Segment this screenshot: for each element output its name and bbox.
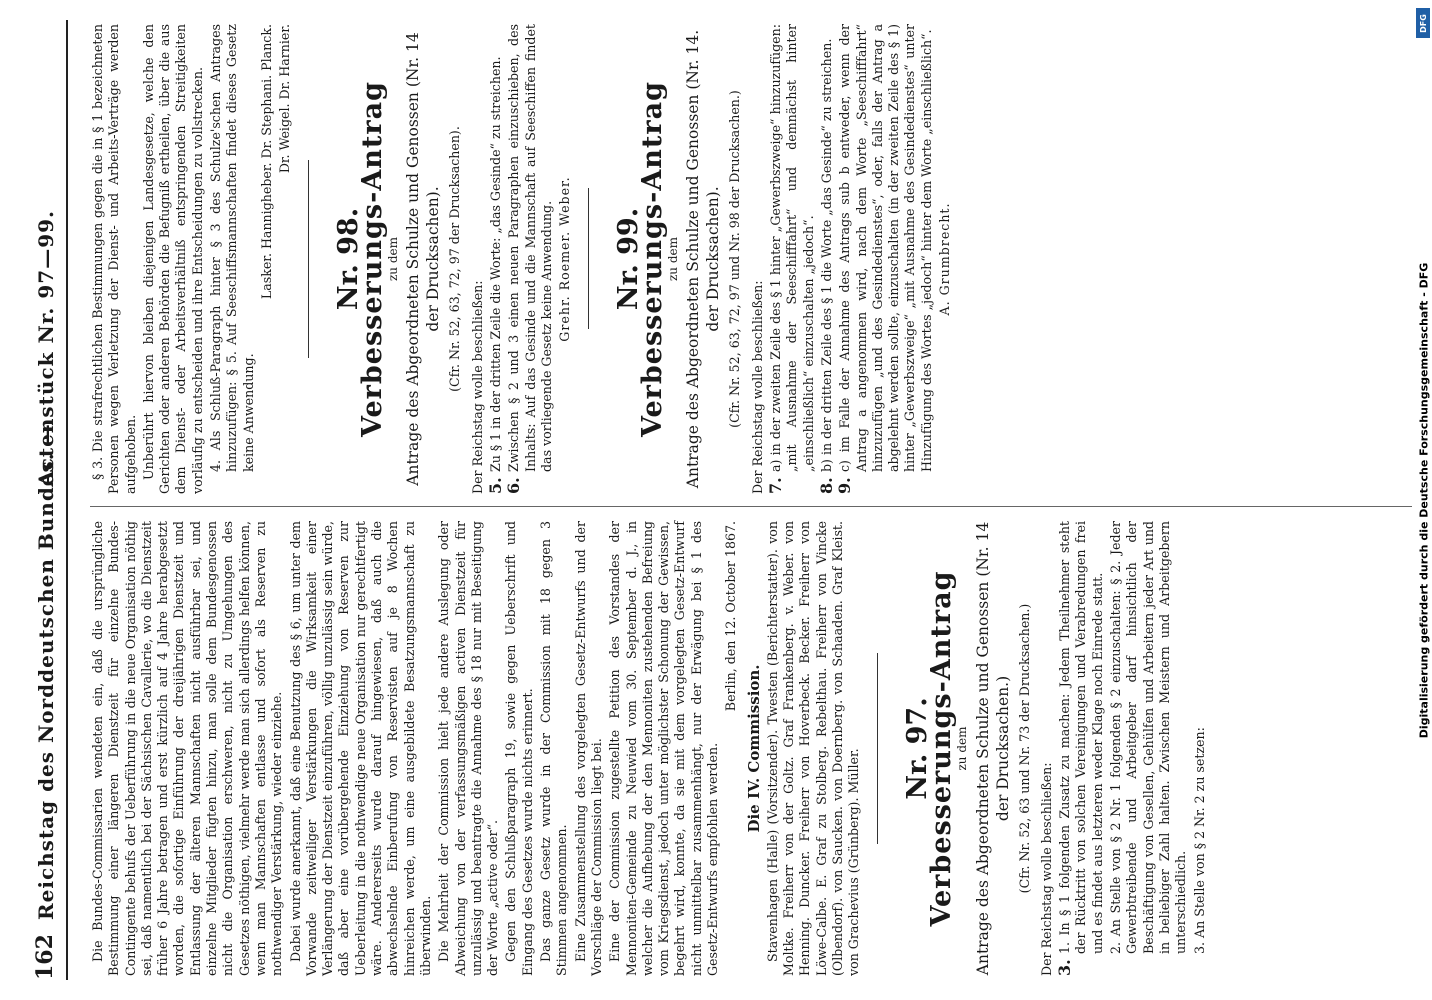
amendment-98	[332, 24, 574, 494]
amendment-item	[488, 24, 504, 494]
item-number: 9.	[835, 477, 855, 494]
cross-references: (Cfr. Nr. 52, 63 und Nr. 73 der Drucksachen.)	[1016, 603, 1032, 894]
amendment-title: Verbesserungs-Antrag	[925, 570, 957, 927]
amendment-item	[816, 24, 836, 494]
separator-rule	[588, 189, 589, 330]
commission-members: Stavenhagen (Halle) (Vorsitzender). Twesten (Berichterstatter). von Moltke. Freiherr von der Goltz. Graf Frankenberg. v. Weber. von Henning. Duncker. Freiherr von Hoverbeck. Becker. Freiherr von Löwe-Calbe. E. Graf zu Stolberg. Rebelthau. Freiherr von Vincke (Olbendorf). von Saucken. von Doernberg. von Schaaden. Graf Kleist. von Grachevius (Grünberg). Müller.	[764, 521, 862, 976]
amendment-item	[1192, 521, 1208, 976]
running-head-right: Actenstück Nr. 97—99.	[34, 210, 58, 487]
signers: A. Grumbrecht.	[936, 202, 952, 316]
item-text: Zwischen § 2 und 3 einen neuen Paragraphen einzuschieben, des Inhalts: Auf das Gesinde und die Mannschaft auf Seeschiffen findet das vorliegende Gesetz keine Anwendung.	[506, 24, 554, 472]
amendment-item	[1057, 521, 1106, 976]
separator-rule	[308, 160, 309, 357]
item-text: c) im Falle der Annahme des Antrags sub b entweder, wenn der Antrag a angenommen wird, nach dem Worte „Seeschifffahrt“ hinzuzufügen „und des Gesindedienstes“, oder, falls der Antrag a abgelehnt werden sollte, einzuschalten (in der zweiten Zeile des § 1) hinter „Gewerbszweige“ „mit Ausnahme des Gesindedienstes“ unter Hinzufügung des Wortes „jedoch“ hinter dem Worte „einschließlich“.	[837, 24, 934, 472]
paragraph: § 3. Die strafrechtlichen Bestimmungen gegen die in § 1 bezeichneten Personen wegen Verletzung der Dienst- und Arbeits-Verträge werden aufgehoben.	[90, 24, 138, 494]
running-head-left: Reichstag des Norddeutschen Bundes. —	[34, 423, 58, 920]
amendment-items	[1057, 521, 1208, 976]
amendment-number: Nr. 99.	[612, 207, 644, 311]
commission-title: Die IV. Commission.	[744, 664, 763, 833]
item-text: 1. In § 1 folgenden Zusatz zu machen: Jedem Theilnehmer steht der Rücktritt von solchen Vereinigungen und Verabredungen frei und es findet aus letzteren weder Klage noch Einrede statt.	[1057, 521, 1105, 954]
signers: Grehr. Roemer. Weber.	[557, 176, 573, 342]
numbered-paragraph: 4. Als Schluß-Paragraph hinter § 3 des Schulze'schen Antrages hinzuzufügen: § 5. Auf Seeschiffsmannschaften findet dieses Gesetz keine Anwendung.	[208, 24, 256, 472]
paragraph: Das ganze Gesetz wurde in der Commission mit 18 gegen 3 Stimmen angenommen.	[538, 521, 570, 976]
right-column	[90, 24, 1412, 494]
item-number: 8.	[816, 477, 836, 494]
separator-rule	[877, 653, 878, 844]
paragraph: Eine der Commission zugestellte Petition des Vorstandes der Mennoniten-Gemeinde zu Neuwied vom 30. September d. J., in welcher die Aufhebung der den Mennoniten zustehenden Befreiung vom Kriegsdienst, jedoch unter möglichster Schonung der Gewissen, begehrt wird, konnte, da sie mit dem vorgelegten Gesetz-Entwurf nicht unmittelbar zusammenhängt, nur der Erwägung bei § 1 des Gesetz-Entwurfs empfohlen werden.	[607, 521, 720, 976]
amendment-number: Nr. 97.	[901, 697, 933, 800]
page-header	[32, 20, 68, 980]
digitization-note	[1416, 8, 1432, 992]
amendment-item	[506, 24, 555, 494]
paragraph: Unberührt hiervon bleiben diejenigen Landesgesetze, welche den Gerichten oder anderen Behörden die Befugniß ertheilen, über die aus dem Dienst- oder Arbeitsverhältniß entspringenden Streitigkeiten vorläufig zu entscheiden und ihre Entscheidungen zu vollstrecken.	[140, 24, 205, 494]
item-number: 7.	[766, 477, 786, 494]
antrag-reference: Antrage des Abgeordneten Schulze und Genossen (Nr. 14. der Drucksachen).	[684, 29, 723, 489]
left-column	[90, 506, 1412, 976]
item-number: 5.	[486, 477, 506, 494]
paragraph: Gegen den Schlußparagraph 19, sowie gegen Ueberschrift und Eingang des Gesetzes wurde nichts erinnert.	[503, 521, 535, 976]
signatures-line-1: Lasker. Hannigheber. Dr. Stephani. Planck.	[258, 24, 274, 300]
amendment-item	[837, 24, 935, 494]
dfg-badge-label: DFG	[1418, 13, 1428, 33]
amendment-99	[612, 24, 954, 494]
zu-dem-label: zu dem	[386, 236, 401, 282]
amendment-item	[768, 24, 817, 494]
paragraph: Eine Zusammenstellung des vorgelegten Gesetz-Entwurfs und der Vorschläge der Commission liegt bei.	[572, 521, 604, 976]
cross-references: (Cfr. Nr. 52, 63, 72, 97 und Nr. 98 der Drucksachen.)	[727, 90, 743, 428]
antrag-reference: Antrage des Abgeordneten Schulze und Genossen (Nr. 14 der Drucksachen.)	[973, 521, 1012, 976]
paragraph: Die Mehrheit der Commission hielt jede andere Auslegung oder Abweichung von der verfassungsmäßigen activen Dienstzeit für unzulässig und beantragte die Annahme des § 18 nur mit Beseitigung der Worte „active oder“.	[436, 521, 501, 976]
item-number: 6.	[504, 477, 524, 494]
resolution-intro: Der Reichstag wolle beschließen:	[749, 280, 765, 494]
zu-dem-label: zu dem	[955, 726, 970, 771]
amendment-item	[1108, 521, 1189, 976]
amendment-title: Verbesserungs-Antrag	[356, 81, 388, 437]
amendment-title: Verbesserungs-Antrag	[636, 81, 668, 437]
item-text: 2. An Stelle von § 2 Nr. 1 folgenden § 2 einzuschalten: § 2. Jeder Gewerbtreibende und Arbeitgeber darf hinsichtlich der Beschäftigung von Gesellen, Gehülfen und Arbeitern jeder Art und in beliebiger Zahl halten. Zwischen Meistern und Arbeitgebern unterschiedlich.	[1108, 521, 1189, 954]
antrag-reference: Antrage des Abgeordneten Schulze und Genossen (Nr. 14 der Drucksachen).	[404, 32, 443, 486]
item-text: Zu § 1 in der dritten Zeile die Worte: „das Gesinde“ zu streichen.	[488, 56, 504, 472]
page-number: 162	[32, 934, 58, 980]
digitization-note-text: Digitalisierung gefördert durch die Deutsche Forschungsgemeinschaft - DFG	[1417, 262, 1431, 738]
resolution-intro: Der Reichstag wolle beschließen:	[469, 280, 485, 494]
date-line: Berlin, den 12. October 1867.	[723, 521, 739, 712]
amendment-97	[901, 521, 1208, 976]
amendment-items	[768, 24, 935, 494]
paragraph: Dabei wurde anerkannt, daß eine Benutzung des § 6, um unter dem Vorwande zeitweiliger Verstärkungen die Wirksamkeit einer Verlängerung der Dienstzeit einzuführen, völlig unzulässig sein würde, daß aber eine vorübergehende Einziehung von Reserven zur Ueberleitung in die nothwendige neue Organisation nur gerechtfertigt wäre. Andererseits wurde darauf hingewiesen, daß auch die abwechselnde Einberufung von Reservisten auf je 8 Wochen hinreichen werde, um eine ausgebildete Besatzungsmannschaft zu überwinden.	[287, 521, 433, 976]
cross-references: (Cfr. Nr. 52, 63, 72, 97 der Drucksachen).	[447, 126, 463, 392]
paragraph: Die Bundes-Commissarien wendeten ein, daß die ursprüngliche Bestimmung einer längeren Dienstzeit für einzelne Bundes-Contingente behufs der Ueberführung in die neue Organisation nöthig sei, daß namentlich bei der Sächsischen Cavallerie, wo die Dienstzeit früher 6 Jahre betragen und erst kürzlich auf 4 Jahre herabgesetzt worden, die sofortige Einführung der dreijährigen Dienstzeit und Entlassung der älteren Mannschaften nicht ausführbar sei, und einzelne Mitglieder fügten hinzu, man solle dem Bundesgenossen nicht die Organisation erschweren, nicht zu Umgehungen des Gesetzes nöthigen, vielmehr werde man sich allerdings helfen können, wenn man Mannschaften entlasse und sofort als Reserven zu nothwendiger Verstärkung, wieder einziehe.	[90, 521, 285, 976]
item-number: 3.	[1055, 959, 1075, 976]
amendment-items	[488, 24, 555, 494]
signatures-line-2: Dr. Weigel. Dr. Harnier.	[277, 24, 293, 174]
item-text: b) in der dritten Zeile des § 1 die Worte „das Gesinde“ zu streichen.	[818, 38, 834, 472]
item-text: 3. An Stelle von § 2 Nr. 2 zu setzen:	[1191, 727, 1207, 954]
zu-dem-label: zu dem	[666, 236, 681, 282]
item-text: a) in der zweiten Zeile des § 1 hinter „Gewerbszweige“ hinzuzufügen: „mit Ausnahme der Seeschifffahrt“ und demnächst hinter „einschließlich“ einzuschalten „jedoch“.	[768, 24, 816, 472]
amendment-number: Nr. 98.	[332, 207, 364, 311]
resolution-intro: Der Reichstag wolle beschließen:	[1038, 762, 1054, 976]
